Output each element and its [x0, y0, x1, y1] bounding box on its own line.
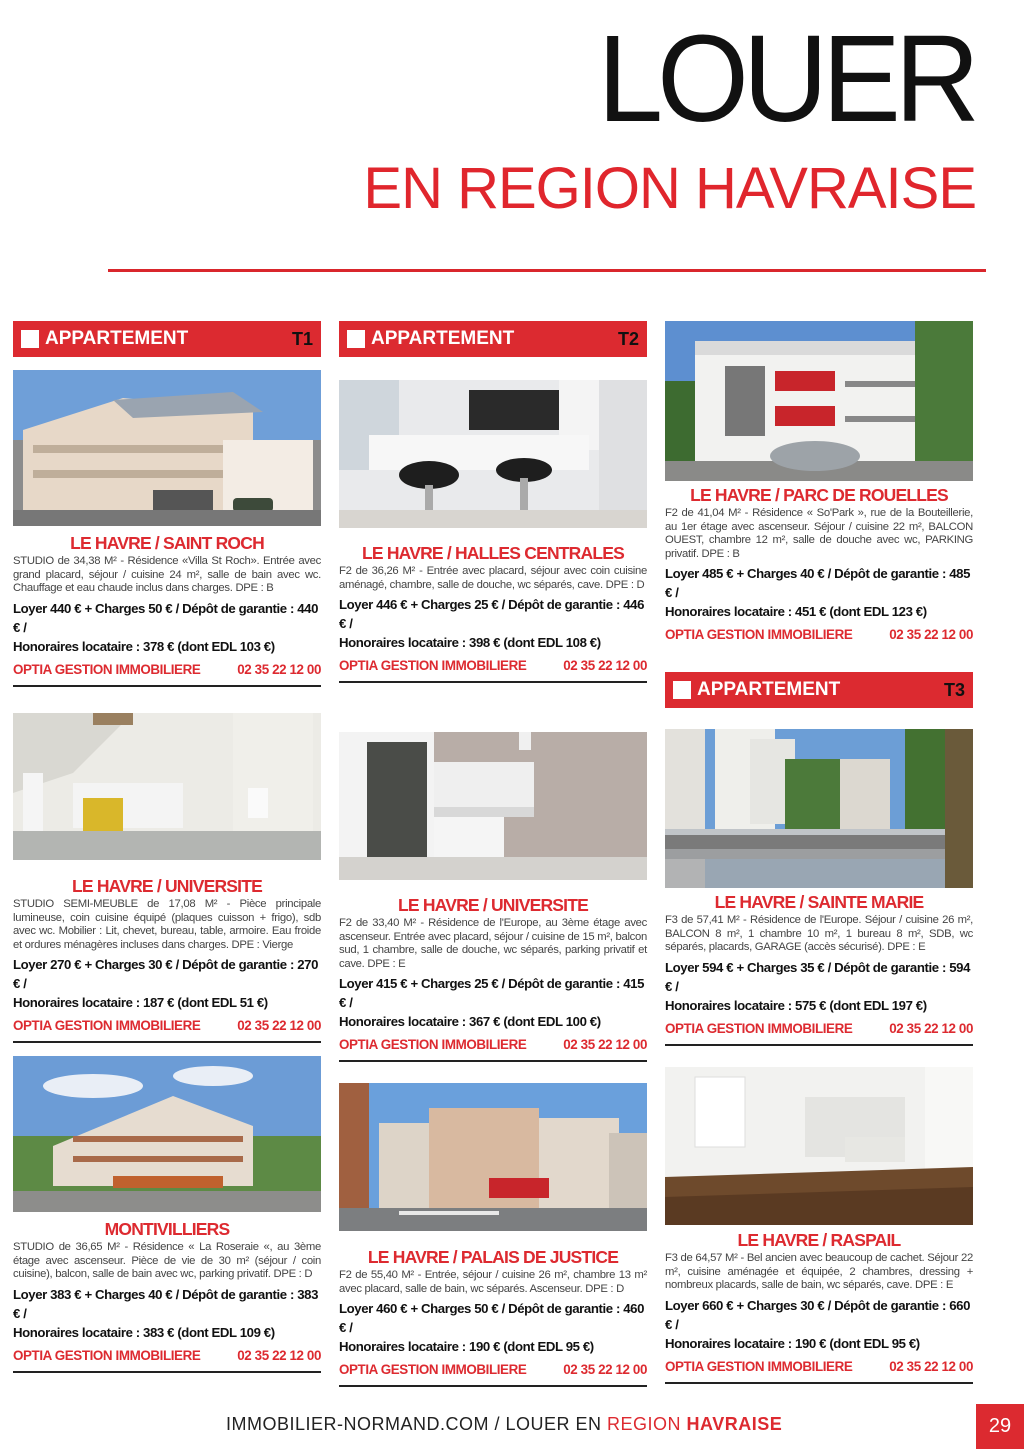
- agency-phone: 02 35 22 12 00: [563, 1037, 647, 1052]
- listing-description: F2 de 33,40 M² - Résidence de l'Europe, au 3ème étage avec ascenseur. Entrée avec placard, séjour / cuisine de 15 m², balcon sud, 1 chambre, salle de douche, wc séparés, parking privatif et cave. DPE : E: [339, 917, 647, 970]
- listing-agency: [13, 1346, 321, 1373]
- footer-site: IMMOBILIER-NORMAND.COM / LOUER EN: [226, 1414, 608, 1434]
- listing-fees: Honoraires locataire : 383 € (dont EDL 109 €): [13, 1324, 275, 1340]
- listing-fees: Honoraires locataire : 187 € (dont EDL 51 €): [13, 995, 268, 1010]
- listing-rent: Loyer 485 € + Charges 40 € / Dépôt de garantie : 485 € /: [665, 566, 970, 600]
- listing-description: F2 de 41,04 M² - Résidence « So'Park », rue de la Bouteillerie, au 1er étage avec ascenseur. Séjour / cuisine 22 m², BALCON OUEST, chambre 12 m², salle de douche avec wc, PARKING privatif. DPE : B: [665, 507, 973, 560]
- listing-title: LE HAVRE / PALAIS DE JUSTICE: [367, 1247, 619, 1267]
- listing-fees: Honoraires locataire : 575 € (dont EDL 197 €): [665, 997, 927, 1013]
- listing-rent: Loyer 660 € + Charges 30 € / Dépôt de garantie : 660 € /: [665, 1297, 970, 1332]
- listing-fees: Honoraires locataire : 398 € (dont EDL 108 €): [339, 635, 601, 650]
- listing-description: F3 de 57,41 M² - Résidence de l'Europe. Séjour / cuisine 26 m², BALCON 8 m², 1 chambre 10 m², 1 bureau 8 m², SDB, wc séparés, placards, GARAGE (accès sécurisé). DPE : E: [665, 914, 973, 953]
- agency-phone: 02 35 22 12 00: [889, 1358, 973, 1374]
- photo-montivilliers: [13, 1056, 321, 1212]
- footer-city: HAVRAISE: [686, 1414, 783, 1434]
- banner-type: APPARTEMENT: [697, 679, 841, 700]
- page-footer: [226, 1414, 782, 1435]
- photo-raspail: [665, 1067, 973, 1225]
- photo-halles-centrales: [339, 380, 647, 528]
- photo-universite-studio: [13, 713, 321, 860]
- listing-palais-de-justice: [339, 1246, 647, 1387]
- agency-name: OPTIA GESTION IMMOBILIERE: [339, 1037, 527, 1052]
- photo-palais-de-justice: [339, 1083, 647, 1231]
- listing-rent: Loyer 270 € + Charges 30 € / Dépôt de garantie : 270 € /: [13, 957, 318, 991]
- listing-rent: Loyer 460 € + Charges 50 € / Dépôt de garantie : 460 € /: [339, 1301, 644, 1335]
- listing-fees: Honoraires locataire : 378 € (dont EDL 103 €): [13, 638, 275, 654]
- agency-phone: 02 35 22 12 00: [563, 658, 647, 673]
- listing-fees: Honoraires locataire : 367 € (dont EDL 100 €): [339, 1014, 601, 1029]
- listing-title: LE HAVRE / PARC DE ROUELLES: [690, 485, 948, 505]
- listing-montivilliers: [13, 1218, 321, 1373]
- banner-size: T2: [617, 328, 639, 349]
- listing-description: STUDIO SEMI-MEUBLE de 17,08 M² - Pièce principale lumineuse, coin cuisine équipé (plaques cuisson + frigo), sdb avec wc. Mobilier : Lit, chevet, bureau, table, armoire. Eau froide et ordures ménagères incluses dans charges. DPE : Vierge: [13, 898, 321, 951]
- listing-fees: Honoraires locataire : 451 € (dont EDL 123 €): [665, 604, 927, 619]
- listing-saint-roch: [13, 532, 321, 687]
- listing-agency: [339, 1360, 647, 1387]
- page-number: 29: [976, 1404, 1024, 1449]
- listing-title: LE HAVRE / SAINT ROCH: [70, 533, 264, 553]
- agency-phone: 02 35 22 12 00: [889, 1020, 973, 1036]
- listing-title: LE HAVRE / RASPAIL: [737, 1230, 901, 1250]
- photo-universite-f2: [339, 732, 647, 880]
- agency-phone: 02 35 22 12 00: [237, 1347, 321, 1363]
- listing-description: F2 de 55,40 M² - Entrée, séjour / cuisine 26 m², chambre 13 m² avec placard, salle de bain, wc séparés. Ascenseur. DPE : D: [339, 1269, 647, 1295]
- agency-phone: 02 35 22 12 00: [237, 661, 321, 677]
- agency-phone: 02 35 22 12 00: [889, 627, 973, 642]
- listing-fees: Honoraires locataire : 190 € (dont EDL 95 €): [665, 1335, 920, 1351]
- listing-halles-centrales: [339, 542, 647, 683]
- listing-description: STUDIO de 34,38 M² - Résidence «Villa St Roch». Entrée avec grand placard, séjour / cuisine 24 m², salle de bain avec wc. Chauffage et eau chaude inclus dans charges. DPE : B: [13, 555, 321, 594]
- page-title: LOUER: [597, 9, 974, 149]
- page-subtitle: EN REGION HAVRAISE: [363, 156, 976, 221]
- agency-name: OPTIA GESTION IMMOBILIERE: [665, 1020, 853, 1036]
- listing-description: STUDIO de 36,65 M² - Résidence « La Roseraie «, au 3ème étage avec ascenseur. Pièce de vie de 30 m² (séjour / coin cuisine), balcon, salle de bain avec wc, parking privatif. DPE : D: [13, 1241, 321, 1280]
- listing-agency: [13, 1016, 321, 1043]
- listing-rent: Loyer 415 € + Charges 25 € / Dépôt de garantie : 415 € /: [339, 976, 644, 1010]
- agency-name: OPTIA GESTION IMMOBILIERE: [13, 1018, 201, 1033]
- agency-name: OPTIA GESTION IMMOBILIERE: [339, 658, 527, 673]
- photo-sainte-marie: [665, 729, 973, 888]
- agency-phone: 02 35 22 12 00: [237, 1018, 321, 1033]
- banner-size: T3: [943, 679, 965, 700]
- banner-t3: [665, 672, 973, 708]
- listing-description: F3 de 64,57 M² - Bel ancien avec beaucoup de cachet. Séjour 22 m², cuisine aménagée et équipée, 2 chambres, dressing + nombreux placards, salle de bain, wc séparés, cave. DPE : E: [665, 1252, 973, 1291]
- listing-description: F2 de 36,26 M² - Entrée avec placard, séjour avec coin cuisine aménagé, chambre, salle de douche, wc séparés, cave. DPE : D: [339, 565, 647, 591]
- listing-sainte-marie: [665, 891, 973, 1046]
- listing-rent: Loyer 446 € + Charges 25 € / Dépôt de garantie : 446 € /: [339, 597, 644, 631]
- listing-agency: [339, 656, 647, 683]
- listing-rent: Loyer 383 € + Charges 40 € / Dépôt de garantie : 383 € /: [13, 1286, 318, 1321]
- listing-title: MONTIVILLIERS: [104, 1219, 230, 1239]
- photo-parc-de-rouelles: [665, 321, 973, 481]
- listing-rent: Loyer 440 € + Charges 50 € / Dépôt de garantie : 440 € /: [13, 600, 318, 635]
- agency-name: OPTIA GESTION IMMOBILIERE: [665, 1358, 853, 1374]
- agency-name: OPTIA GESTION IMMOBILIERE: [339, 1362, 527, 1377]
- listing-title: LE HAVRE / SAINTE MARIE: [714, 892, 924, 912]
- title-divider: [108, 269, 986, 272]
- square-icon: [673, 681, 691, 699]
- banner-type: APPARTEMENT: [45, 328, 189, 349]
- listing-title: LE HAVRE / UNIVERSITE: [398, 895, 588, 915]
- listing-agency: [665, 1019, 973, 1046]
- listing-agency: [339, 1035, 647, 1062]
- listing-rent: Loyer 594 € + Charges 35 € / Dépôt de garantie : 594 € /: [665, 959, 970, 994]
- listing-agency: [665, 625, 973, 650]
- footer-region: REGION: [607, 1414, 687, 1434]
- listing-universite-f2: [339, 894, 647, 1062]
- listing-fees: Honoraires locataire : 190 € (dont EDL 95 €): [339, 1339, 594, 1354]
- banner-t2: [339, 321, 647, 357]
- photo-saint-roch: [13, 370, 321, 526]
- listing-raspail: [665, 1229, 973, 1384]
- listing-parc-de-rouelles: [665, 484, 973, 650]
- listing-agency: [13, 660, 321, 687]
- banner-type: APPARTEMENT: [371, 328, 515, 349]
- banner-t1: [13, 321, 321, 357]
- agency-name: OPTIA GESTION IMMOBILIERE: [13, 661, 201, 677]
- square-icon: [347, 330, 365, 348]
- agency-name: OPTIA GESTION IMMOBILIERE: [13, 1347, 201, 1363]
- square-icon: [21, 330, 39, 348]
- agency-phone: 02 35 22 12 00: [563, 1362, 647, 1377]
- listing-title: LE HAVRE / HALLES CENTRALES: [362, 543, 624, 563]
- listing-title: LE HAVRE / UNIVERSITE: [72, 876, 262, 896]
- agency-name: OPTIA GESTION IMMOBILIERE: [665, 627, 853, 642]
- banner-size: T1: [291, 328, 313, 349]
- listing-universite-studio: [13, 875, 321, 1043]
- listing-agency: [665, 1357, 973, 1384]
